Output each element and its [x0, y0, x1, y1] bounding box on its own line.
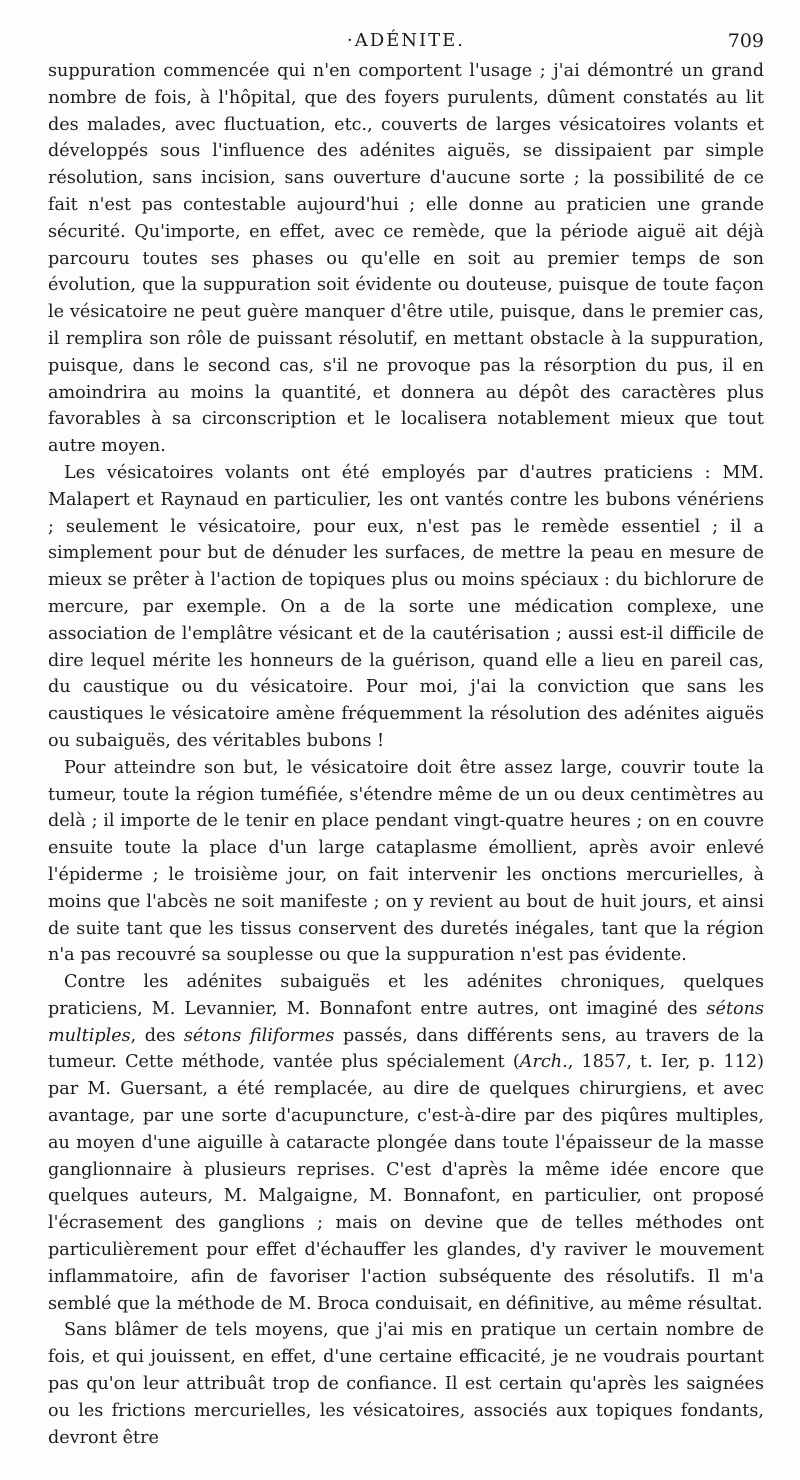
paragraph-continuation: suppuration commencée qui n'en comportent l'usage ; j'ai démontré un grand nombre de fois, à l'hôpital, que des foyers purulents, dûment constatés au lit des malades, avec fluctuation, etc., couverts de larges vésicatoires volants et développés sous l'influence des adénites aiguës, se dissipaient par simple résolution, sans incision, sans ouverture d'aucune sorte ; la possibilité de ce fait n'est pas contestable aujourd'hui ; elle donne au praticien une grande sécurité. Qu'importe, en effet, avec ce remède, que la période aiguë ait déjà parcouru toutes ses phases ou qu'elle en soit au premier temps de son évolution, que la suppuration soit évidente ou douteuse, puisque de toute façon le vésicatoire ne peut guère manquer d'être utile, puisque, dans le premier cas, il remplira son rôle de puissant résolutif, en mettant obstacle à la suppuration, puisque, dans le second cas, s'il ne provoque pas la résorption du pus, il en amoindrira au moins la quantité, et donnera au dépôt des caractères plus favorables à sa circonscription et le localisera notablement mieux que tout autre moyen. [48, 61, 764, 457]
text-run: passés, dans différents sens, au travers de la tumeur. Cette méthode, vantée plus spécialement ( [48, 1025, 764, 1073]
body-text [48, 58, 764, 1451]
italic-term: sétons filiformes [183, 1025, 335, 1046]
page-number: 709 [727, 30, 764, 52]
paragraph-conclusion: Sans blâmer de tels moyens, que j'ai mis en pratique un certain nombre de fois, et qui jouissent, en effet, d'une certaine efficacité, je ne voudrais pourtant pas qu'on leur attribuât trop de confiance. Il est certain qu'après les saignées ou les frictions mercurielles, les vésicatoires, associés aux topiques fondants, devront être [48, 1320, 764, 1448]
running-head [48, 28, 764, 58]
italic-term: sétons multiples [48, 998, 764, 1046]
running-title: ·ADÉNITE. [346, 30, 466, 51]
paragraph-application: Pour atteindre son but, le vésicatoire doit être assez large, couvrir toute la tumeur, toute la région tuméfiée, s'étendre même de un ou deux centimètres au delà ; il importe de le tenir en place pendant vingt-quatre heures ; on en couvre ensuite toute la place d'un large cataplasme émollient, après avoir enlevé l'épiderme ; le troisième jour, on fait intervenir les onctions mercurielles, à moins que l'abcès ne soit manifeste ; on y revient au bout de huit jours, et ainsi de suite tant que les tissus conservent des duretés inégales, tant que la région n'a pas recouvré sa souplesse ou que la suppuration n'est pas évidente. [48, 757, 764, 966]
text-run: Contre les adénites subaiguës et les adénites chroniques, quelques praticiens, M. Levannier, M. Bonnafont entre autres, ont imaginé des [48, 972, 764, 1019]
text-run: , des [130, 1025, 184, 1046]
paragraph-vesicatoires: Les vésicatoires volants ont été employés par d'autres praticiens : MM. Malapert et Raynaud en particulier, les ont vantés contre les bubons vénériens ; seulement le vésicatoire, pour eux, n'est pas le remède essentiel ; il a simplement pour but de dénuder les surfaces, de mettre la peau en mesure de mieux se prêter à l'action de topiques plus ou moins spéciaux : du bichlorure de mercure, par exemple. On a de la sorte une médication complexe, une association de l'emplâtre vésicant et de la cautérisation ; aussi est-il difficile de dire lequel mérite les honneurs de la guérison, quand elle a lieu en pareil cas, du caustique ou du vésicatoire. Pour moi, j'ai la conviction que sans les caustiques le vésicatoire amène fréquemment la résolution des adénites aiguës ou subaiguës, des véritables bubons ! [48, 462, 764, 751]
italic-citation: Arch. [519, 1052, 568, 1073]
text-run: , 1857, t. Ier, p. 112) par M. Guersant, a été remplacée, au dire de quelques chirurgiens, et avec avantage, par une sorte d'acupuncture, c'est-à-dire par des piqûres multiples, au moyen d'une aiguille à cataracte plongée dans toute l'épaisseur de la masse ganglionnaire à plusieurs reprises. C'est d'après la même idée encore que quelques auteurs, M. Malgaigne, M. Bonnafont, en particulier, ont proposé l'écrasement des ganglions ; mais on devine que de telles méthodes ont particulièrement pour effet d'échauffer les glandes, d'y raviver le mouvement inflammatoire, afin de favoriser l'action subséquente des résolutifs. Il m'a semblé que la méthode de M. Broca conduisait, en définitive, au même résultat. [48, 1052, 764, 1314]
paragraph-setons [48, 969, 764, 1317]
